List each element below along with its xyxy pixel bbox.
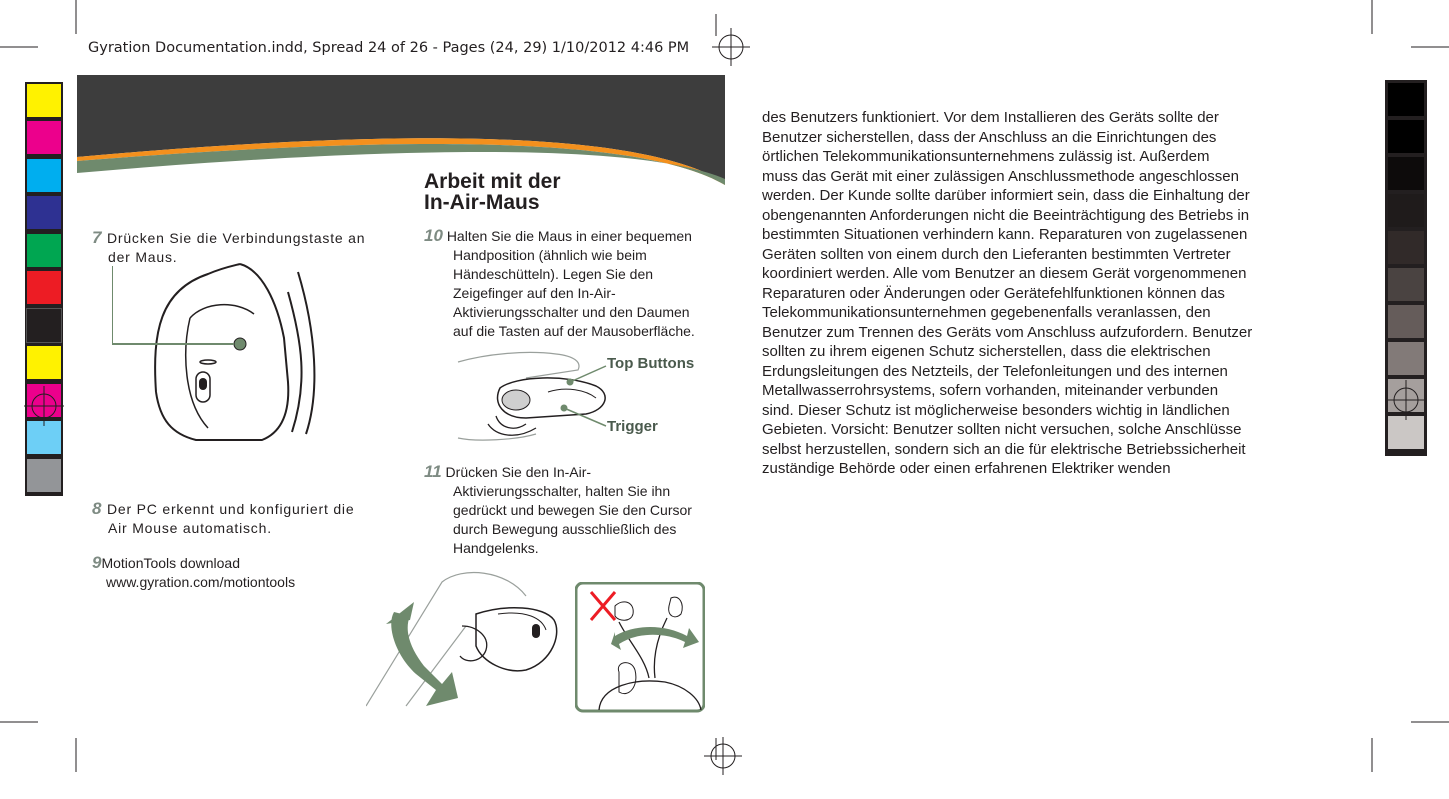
step-text: Händeschütteln). Legen Sie den [453,266,654,282]
motiontools-url: www.gyration.com/motiontools [106,574,296,590]
body-line: muss das Gerät mit einer zulässigen Anschlussmethode angeschlossen [762,167,1239,185]
body-line: Benutzer zum Trennen des Geräts vom Anschluss aufzufordern. Benutzer [762,323,1253,341]
swatch [1388,342,1424,375]
step-text: Drücken Sie die Verbindungstaste an [106,230,366,246]
step-text: Air Mouse automatisch. [108,520,272,536]
heading-line-1: Arbeit mit der [424,170,561,193]
registration-target-icon [712,28,750,66]
body-line: des Benutzers funktioniert. Vor dem Installieren des Geräts sollte der [762,109,1219,126]
trigger-label: Trigger [607,418,658,435]
right-page-body-text [762,108,1322,479]
step-text: MotionTools download [101,555,240,571]
swatch [1388,305,1424,338]
step-number: 11 [424,462,442,481]
swatch [1388,231,1424,264]
step-text: Handposition (ähnlich wie beim [453,247,647,263]
hand-holding-mouse-illustration [456,348,616,448]
swatch [1388,83,1424,116]
step-number: 9 [92,553,102,572]
step-10 [424,226,724,341]
swatch [27,346,61,379]
body-line: Telekommunikationsunternehmen gegebenenfalls veranlassen, den [762,304,1211,321]
swatch [27,271,61,304]
step-text: gedrückt und bewegen Sie den Cursor [453,502,692,518]
body-line: sind. Dieser Schutz ist möglicherweise besonders wichtig in ländlichen [762,401,1230,419]
body-line: koordiniert werden. Alle vom Benutzer an diesem Gerät vorgenommenen [762,265,1247,282]
heading-line-2: In-Air-Maus [424,191,540,214]
step-number: 7 [92,228,103,247]
body-line: zuständige Behörde oder einen erfahrenen Elektriker wenden [762,460,1171,477]
step-9 [92,553,392,592]
swatch [1388,120,1424,153]
swatch [1388,194,1424,227]
body-line: örtlichen Telekommunikationsunternehmens zulässig ist. Außerdem [762,148,1210,165]
swatch [27,234,61,267]
step-text: Halten Sie die Maus in einer bequemen [446,228,692,244]
step-text: Der PC erkennt und konfiguriert die [106,501,355,517]
top-buttons-label: Top Buttons [607,355,695,372]
swatch [1388,157,1424,190]
swatch [1388,268,1424,301]
body-line: Erdungsleitungen des Netzteils, der Telefonleitungen und des internen [762,362,1228,380]
registration-target-icon [1386,380,1426,420]
body-line: Metallwasserrohrsystems, sofern vorhanden, miteinander verbunden [762,382,1219,399]
left-color-bar [25,82,63,496]
swatch [27,459,61,492]
step-number: 10 [424,226,443,245]
step-text: durch Bewegung ausschließlich des [453,521,677,537]
incorrect-arm-motion-illustration [575,582,705,714]
swatch [27,121,61,154]
step-text: Handgelenks. [453,540,539,556]
body-line: sollten zu ihrem eigenen Schutz sicherstellen, dass die elektrischen [762,343,1211,360]
body-line: Geräten sollten von einem durch den Lieferanten bestimmten Vertreter [762,245,1231,263]
swatch [27,309,61,342]
wrist-motion-illustration [366,566,566,712]
step-text: Aktivierungsschalter, halten Sie ihn [453,483,671,499]
step-text: Drücken Sie den In-Air- [445,464,592,480]
swatch [1388,416,1424,449]
step-text: Zeigefinger auf den In-Air- [453,285,616,301]
body-line: Benutzer sicherstellen, dass der Anschluss an die Einrichtungen des [762,128,1217,146]
swatch [27,159,61,192]
section-heading [424,171,561,213]
registration-target-icon [704,737,742,775]
swatch [27,196,61,229]
body-line: obengenannten Anforderungen nicht die Beeinträchtigung des Betriebs in [762,206,1250,224]
step-text: der Maus. [108,249,178,265]
step-11 [424,462,724,558]
body-line: werden. Der Kunde sollte darüber informiert sein, dass die Einhaltung der [762,187,1250,204]
body-line: bestimmten Situationen verhindern kann. Reparaturen von zugelassenen [762,226,1248,243]
step-text: auf die Tasten auf der Mausoberfläche. [453,323,695,339]
body-line: Gebieten. Vorsicht: Benutzer sollten nicht versuchen, solche Anschlüsse [762,421,1242,438]
header-banner [77,75,725,185]
print-slug: Gyration Documentation.indd, Spread 24 of 26 - Pages (24, 29) 1/10/2012 4:46 PM [88,40,690,56]
swatch [27,84,61,117]
step-8 [92,499,392,538]
registration-target-icon [24,386,64,426]
step-number: 8 [92,499,103,518]
body-line: Reparaturen oder Änderungen oder Gerätefehlfunktionen können das [762,284,1225,302]
mouse-connect-button-illustration [112,262,330,442]
step-text: Aktivierungsschalter und den Daumen [453,304,690,320]
body-line: selbst herzustellen, sondern sich an die für elektrische Betriebssicherheit [762,440,1246,458]
